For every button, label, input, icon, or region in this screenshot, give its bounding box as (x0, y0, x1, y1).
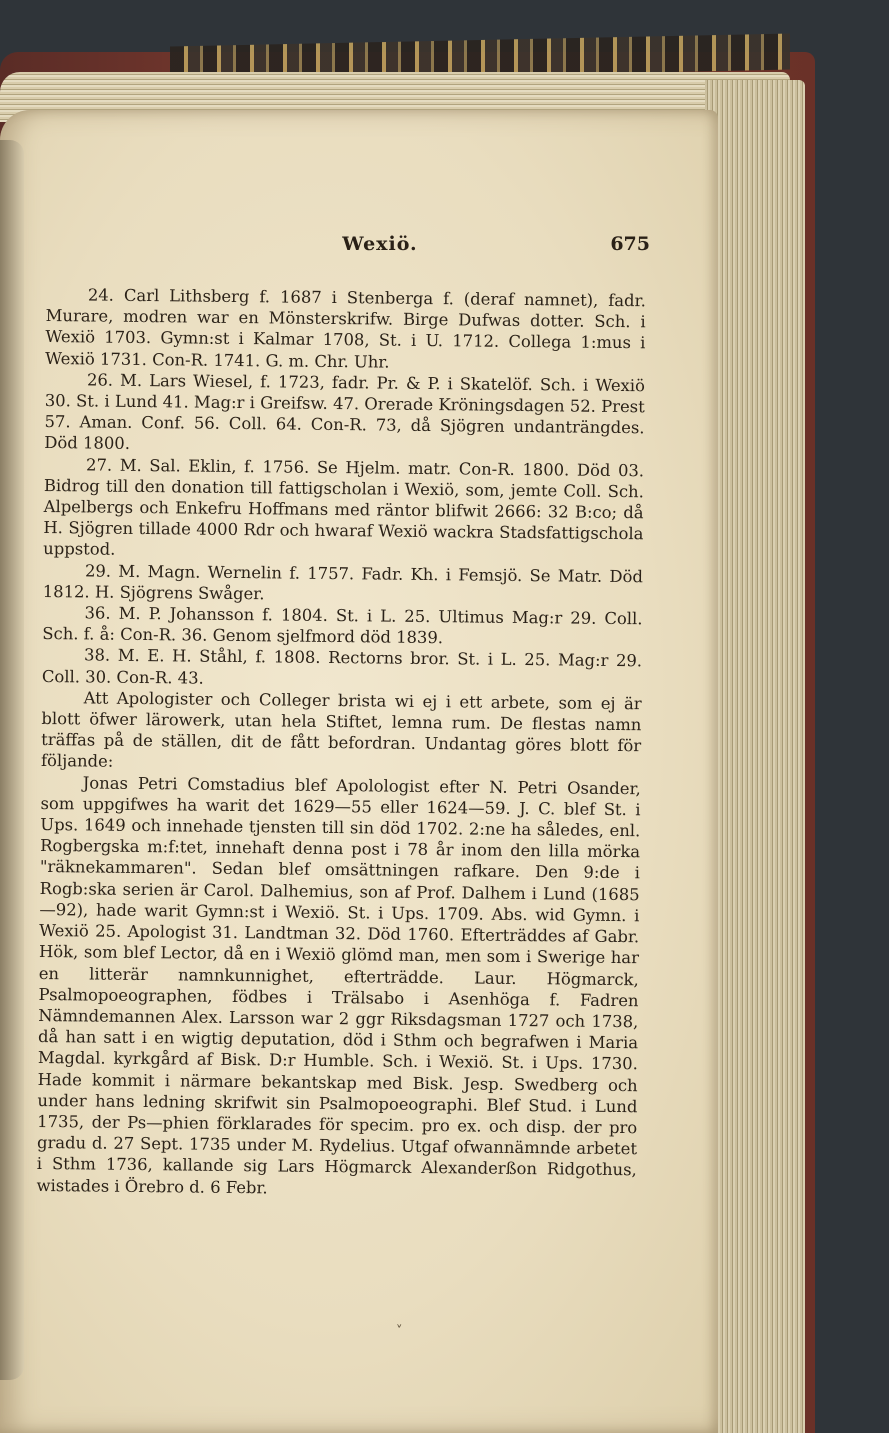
body-text (36, 284, 646, 1202)
entry-paragraph: 26. M. Lars Wiesel, f. 1723, fadr. Pr. & P. i Skatelöf. Sch. i Wexiö 30. St. i Lund 41. Mag:r i Greifsw. 47. Orerade Kröningsdagen 52. Prest 57. Aman. Conf. 56. Coll. 64. Con-R. 73, då Sjögren undanträngdes. Död 1800. (44, 370, 646, 454)
page-header (100, 233, 660, 263)
entry-paragraph: 38. M. E. H. Ståhl, f. 1808. Rectorns bror. St. i L. 25. Mag:r 29. Coll. 30. Con-R. 43. (41, 645, 643, 688)
entry-paragraph: 29. M. Magn. Wernelin f. 1757. Fadr. Kh. i Femsjö. Se Matr. Död 1812. H. Sjögrens Swåger. (42, 561, 644, 604)
entry-paragraph: 24. Carl Lithsberg f. 1687 i Stenberga f. (deraf namnet), fadr. Murare, modren war en Mönsterskrifw. Birge Dufwas dotter. Sch. i Wexiö 1703. Gymn:st i Kalmar 1708, St. i U. 1712. Collega 1:mus i Wexiö 1731. Con-R. 1741. G. m. Chr. Uhr. (45, 285, 646, 372)
entry-paragraph: 36. M. P. Johansson f. 1804. St. i L. 25. Ultimus Mag:r 29. Coll. Sch. f. å: Con-R. 36. Genom sjelfmord död 1839. (42, 603, 643, 648)
entry-paragraph: 27. M. Sal. Eklin, f. 1756. Se Hjelm. matr. Con-R. 1800. Död 03. Bidrog till den donation till fattigscholan i Wexiö, som, jemte Coll. Sch. Alpelbergs och Enkefru Hoffmans med räntor blifwit 2666: 32 B:co; då H. Sjögren tillade 4000 Rdr och hwaraf Wexiö wackra Stadsfattigschola uppstod. (43, 455, 645, 560)
entry-paragraph: Att Apologister och Colleger brista wi ej i ett arbete, som ej är blott öfwer lärowerk, utan hela Stiftet, lemna rum. De flestas namn träffas på de ställen, dit de fått befordran. Undantag göres blott för följande: (40, 688, 642, 772)
running-title: Wexiö. (342, 233, 418, 255)
page-side-edges (705, 80, 805, 1433)
entry-paragraph: Jonas Petri Comstadius blef Apolologist efter N. Petri Osander, som uppgifwes ha warit det 1629—55 eller 1624—59. J. C. blef St. i Ups. 1649 och innehade tjensten till sin död 1702. 2:ne ha således, enl. Rogbergska m:f:tet, innehaft denna post i 78 år inom den lilla mörka "räknekammaren". Sedan blef omsättningen rafkare. Den 9:de i Rogb:ska serien är Carol. Dalhemius, son af Prof. Dalhem i Lund (1685—92), hade warit Gymn:st i Wexiö. St. i Ups. 1709. Abs. wid Gymn. i Wexiö 25. Apologist 31. Landtman 32. Död 1760. Efterträddes af Gabr. Hök, som blef Lector, då en i Wexiö glömd man, men som i Swerige har en litterär namnkunnighet, efterträdde. Laur. Högmarck, Psalmopoeographen, födbes i Trälsabo i Asenhöga f. Fadren Nämndemannen Alex. Larsson war 2 ggr Riksdagsman 1727 och 1738, då han satt i en wigtig deputation, död i Sthm och begrafwen i Maria Magdal. kyrkgård af Bisk. D:r Humble. Sch. i Wexiö. St. i Ups. 1730. Hade kommit i närmare bekantskap med Bisk. Jesp. Swedberg och under hans ledning skrifwit sin Psalmopoeographi. Blef Stud. i Lund 1735, der Ps—phien förklarades för specim. pro ex. och disp. der pro gradu d. 27 Sept. 1735 under M. Rydelius. Utgaf ofwannämnde arbetet i Sthm 1736, kallande sig Lars Högmarck Alexanderßon Ridgothus, wistades i Örebro d. 6 Febr. (36, 773, 641, 1197)
page-number: 675 (610, 233, 650, 255)
page-curl (0, 140, 24, 1380)
footer-mark: ˅ (396, 1324, 403, 1339)
